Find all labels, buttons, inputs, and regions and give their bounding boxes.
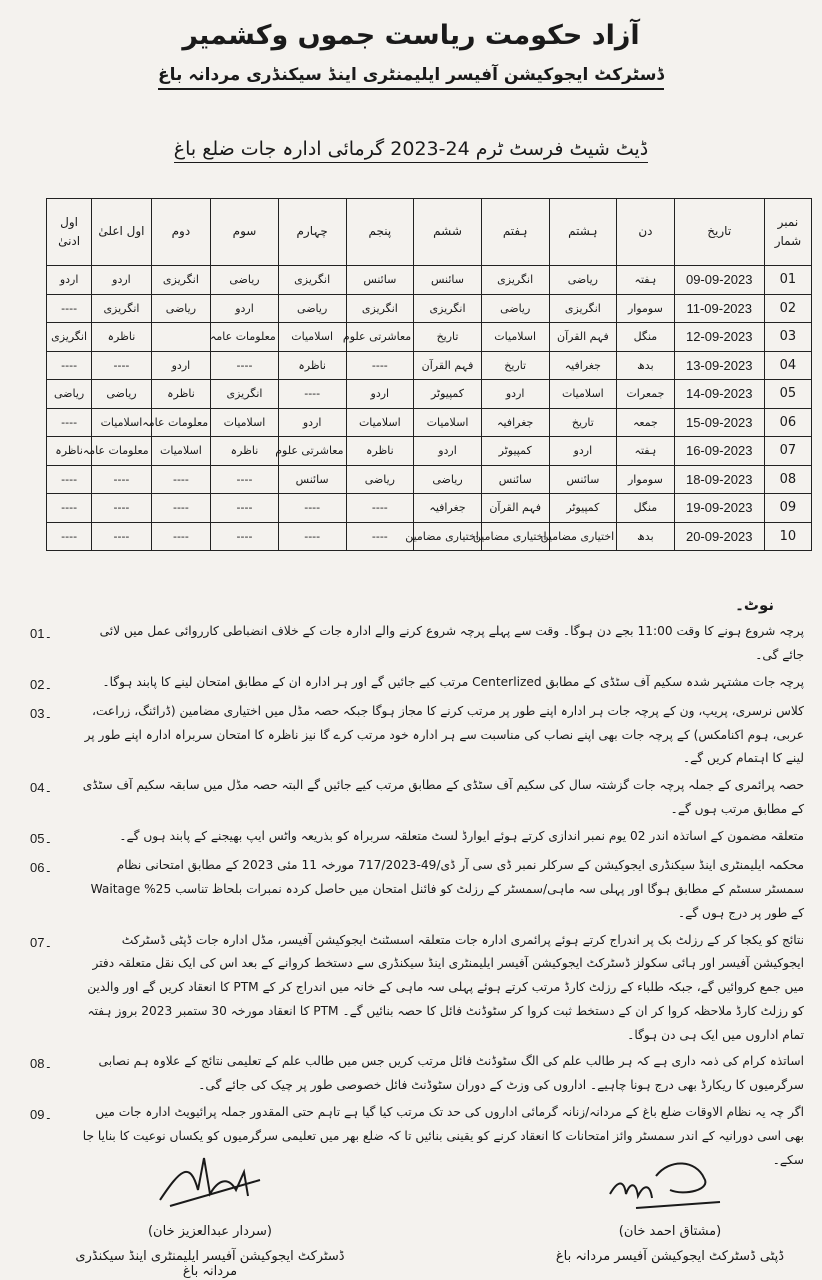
note-item [30,671,804,697]
row-number-cell: 02 [764,294,811,323]
subject-cell: ---- [151,494,210,523]
note-item [30,1050,804,1098]
subject-cell: اردو [481,380,549,409]
subject-cell: انگریزی [92,294,151,323]
signature-right [600,1150,740,1222]
note-number: 04۔ [30,780,53,796]
note-text: محکمہ ایلیمنٹری اینڈ سیکنڈری ایجوکیشن کے سرکلر نمبر ڈی سی آر ڈی/49-717/2023 مورخہ 11 مئی 2023 کے مطابق امتحانی نظام سمسٹر سسٹم کے مطابق ہوگا اور پہلی سہ ماہی/سمسٹر کے رزلٹ کو فائنل امتحان میں حاصل کردہ نمبرات بلحاظ تناسب Waitage %25 کے طور پر درج ہوں گے۔ [90,858,804,920]
date-cell: 11-09-2023 [674,294,764,323]
note-text: پرچہ شروع ہونے کا وقت 11:00 بجے دن ہوگا۔ وقت سے پہلے پرچہ شروع کرنے والے ادارہ جات کے خلاف انضباطی کارروائی عمل میں لائی جائے گی۔ [99,624,804,662]
date-cell: 14-09-2023 [674,380,764,409]
subject-cell: ---- [211,522,279,551]
day-cell: جمعرات [617,380,674,409]
subject-cell: اردو [414,437,482,466]
subject-cell: انگریزی [346,294,414,323]
date-cell: 20-09-2023 [674,522,764,551]
note-number: 05۔ [30,830,53,846]
subject-cell: تاریخ [414,323,482,352]
subject-cell: تاریخ [481,351,549,380]
table-row [47,380,812,409]
table-header-cell: اول ادنیٰ [47,199,92,266]
date-sheet-title [0,138,822,160]
day-cell: بدھ [617,351,674,380]
subject-cell: اسلامیات [414,408,482,437]
subject-cell: ---- [47,522,92,551]
row-number-cell: 03 [764,323,811,352]
date-sheet-title-text: ڈیٹ شیٹ فرسٹ ٹرم 24-2023 گرمائی ادارہ جات ضلع باغ [174,138,648,163]
table-row [47,522,812,551]
signature-block-right [540,1150,800,1264]
subject-cell: سائنس [346,266,414,295]
subject-cell: کمپیوٹر [481,437,549,466]
subject-cell: ناظرہ [346,437,414,466]
subject-cell: جغرافیہ [481,408,549,437]
subject-cell: انگریزی [211,380,279,409]
subject-cell: انگریزی [481,266,549,295]
note-number: 06۔ [30,860,53,876]
signature-left [140,1150,280,1222]
subject-cell: اردو [549,437,617,466]
subject-cell: اردو [346,380,414,409]
table-row [47,494,812,523]
row-number-cell: 09 [764,494,811,523]
notes-list [30,620,804,1175]
subject-cell: اسلامیات [211,408,279,437]
subject-cell: معاشرتی علوم [278,437,346,466]
day-cell: ہفتہ [617,437,674,466]
subject-cell: ---- [278,522,346,551]
subject-cell: جغرافیہ [549,351,617,380]
row-number-cell: 07 [764,437,811,466]
subject-cell: تاریخ [549,408,617,437]
note-number: 03۔ [30,705,53,721]
subject-cell: فہم القرآن [549,323,617,352]
subject-cell: ریاضی [211,266,279,295]
day-cell: جمعہ [617,408,674,437]
subject-cell: ---- [151,522,210,551]
subject-cell [151,323,210,352]
subject-cell: انگریزی [278,266,346,295]
office-heading [0,64,822,85]
subject-cell: ---- [278,380,346,409]
subject-cell: فہم القرآن [414,351,482,380]
subject-cell: اردو [278,408,346,437]
subject-cell: ریاضی [549,266,617,295]
subject-cell: اردو [47,266,92,295]
subject-cell: ---- [211,494,279,523]
subject-cell: اسلامیات [549,380,617,409]
subject-cell: فہم القرآن [481,494,549,523]
subject-cell: ---- [211,465,279,494]
subject-cell: اختیاری مضامین [481,522,549,551]
subject-cell: سائنس [481,465,549,494]
subject-cell: ---- [92,494,151,523]
subject-cell: ---- [92,351,151,380]
table-header-cell: ہفتم [481,199,549,266]
subject-cell: ریاضی [151,294,210,323]
subject-cell: کمپیوٹر [414,380,482,409]
signatory-left-name: (سردار عبدالعزیز خان) [147,1224,272,1239]
day-cell: سوموار [617,294,674,323]
subject-cell: سائنس [549,465,617,494]
table-header-row [47,199,812,266]
subject-cell: اسلامیات [278,323,346,352]
signatory-right-name: (مشتاق احمد خان) [618,1224,722,1239]
subject-cell: انگریزی [549,294,617,323]
subject-cell: اردو [151,351,210,380]
day-cell: منگل [617,494,674,523]
table-header-cell: پنجم [346,199,414,266]
subject-cell: سائنس [414,266,482,295]
table-header-cell: دن [617,199,674,266]
note-number: 08۔ [30,1056,53,1072]
subject-cell: سائنس [278,465,346,494]
office-heading-text: ڈسٹرکٹ ایجوکیشن آفیسر ایلیمنٹری اینڈ سیکنڈری مردانہ باغ [158,65,664,90]
table-header-cell: دوم [151,199,210,266]
table-row [47,437,812,466]
date-cell: 13-09-2023 [674,351,764,380]
date-sheet-table [46,198,812,551]
row-number-cell: 01 [764,266,811,295]
note-text: اگر چہ یہ نظام الاوقات ضلع باغ کے مردانہ/زنانہ گرمائی اداروں کی حد تک مرتب کیا گیا ہے تاہم حتی المقدور جملہ پرائیویٹ ادارہ جات میں بھی اسی دورانیہ کے اندر سمسٹر وائز امتحانات کا انعقاد کرنے کو یقینی بنائیں تا کہ ضلع بھر میں تعلیمی سرگرمیوں کو یکساں نوعیت کا بنایا جا سکے۔ [82,1104,804,1167]
table-header-cell: ہشتم [549,199,617,266]
notes-title: نوٹ۔ [735,596,774,614]
subject-cell: ناظرہ [278,351,346,380]
subject-cell: ریاضی [278,294,346,323]
subject-cell: اسلامیات [346,408,414,437]
note-text: نتائج کو یکجا کر کے رزلٹ بک پر اندراج کرتے ہوئے پرائمری ادارہ جات متعلقہ اسسٹنٹ ایجوکیشن آفیسر، مڈل ادارہ جات ڈپٹی ڈسٹرکٹ ایجوکیشن آفیسر اور ہائی سکولز ڈسٹرکٹ ایجوکیشن آفیسر ایلیمنٹری اینڈ سیکنڈری سے دستخط کروانے کے بعد اس کی ایک نقل متعلقہ دفتر میں جمع کروائیں گے، جبکہ طلباء کے رزلٹ کارڈ مرتب کرتے ہوئے پہلی سہ ماہی کے خانہ میں اندراج کر کے PTM کا انعقاد کریں گے اور والدین کو رزلٹ کارڈ ملاحظہ کروا کر ان کے دستخط ثبت کروا کر سٹوڈنٹ فائل کا حصہ بنائیں گے۔ PTM کا انعقاد مورخہ 30 ستمبر 2023 بروز ہفتہ تمام اداروں میں ایک ہی دن ہوگا۔ [87,932,804,1042]
date-cell: 15-09-2023 [674,408,764,437]
subject-cell: ---- [47,408,92,437]
row-number-cell: 06 [764,408,811,437]
subject-cell: ریاضی [47,380,92,409]
subject-cell: ---- [346,494,414,523]
date-cell: 18-09-2023 [674,465,764,494]
table-header-cell: سوم [211,199,279,266]
subject-cell: ---- [211,351,279,380]
note-text: اساتذہ کرام کی ذمہ داری ہے کہ ہر طالب علم کی الگ سٹوڈنٹ فائل مرتب کریں جس میں طالب علم کے تعلیمی نتائج کے علاوہ ہم نصابی سرگرمیوں کا ریکارڈ بھی درج ہونا چاہیے۔ اداروں کی وزٹ کے دوران سٹوڈنٹ فائل خصوصی طور پر چیک کی جائے گی۔ [98,1054,804,1093]
table-row [47,465,812,494]
subject-cell: معلومات عامہ [151,408,210,437]
row-number-cell: 10 [764,522,811,551]
subject-cell: اختیاری مضامین [414,522,482,551]
row-number-cell: 08 [764,465,811,494]
subject-cell: ---- [47,351,92,380]
subject-cell: ---- [346,351,414,380]
table-header-cell: تاریخ [674,199,764,266]
subject-cell: ریاضی [346,465,414,494]
table-row [47,323,812,352]
subject-cell: اسلامیات [481,323,549,352]
table-row [47,266,812,295]
date-cell: 19-09-2023 [674,494,764,523]
subject-cell: ---- [47,494,92,523]
subject-cell: اردو [211,294,279,323]
signatory-right-title: ڈپٹی ڈسٹرکٹ ایجوکیشن آفیسر مردانہ باغ [555,1249,785,1264]
signature-block-left [60,1150,360,1279]
subject-cell: ---- [92,465,151,494]
note-text: متعلقہ مضمون کے اساتذہ اندر 02 یوم نمبر اندازی کرتے ہوئے ایوارڈ لسٹ متعلقہ سربراہ کو بذریعہ واٹس ایپ بھیجنے کے پابند ہوں گے۔ [119,828,804,843]
day-cell: ہفتہ [617,266,674,295]
table-header-cell: ششم [414,199,482,266]
subject-cell: معلومات عامہ [92,437,151,466]
subject-cell: ناظرہ [92,323,151,352]
note-number: 07۔ [30,934,53,950]
subject-cell: معلومات عامہ [211,323,279,352]
table-header-cell: چہارم [278,199,346,266]
note-item [30,774,804,822]
subject-cell: ریاضی [414,465,482,494]
note-item [30,620,804,668]
subject-cell: انگریزی [414,294,482,323]
day-cell: منگل [617,323,674,352]
note-number: 09۔ [30,1106,53,1122]
subject-cell: ناظرہ [211,437,279,466]
table-row [47,351,812,380]
subject-cell: ---- [92,522,151,551]
table-body [47,266,812,551]
table-row [47,408,812,437]
note-item [30,929,804,1048]
note-item [30,825,804,851]
note-text: پرچہ جات مشتہر شدہ سکیم آف سٹڈی کے مطابق Centerlized مرتب کیے جائیں گے اور ہر ادارہ ان کے مطابق امتحان لینے کا پابند ہوگا۔ [102,674,804,689]
table-header-cell: اول اعلیٰ [92,199,151,266]
date-cell: 09-09-2023 [674,266,764,295]
subject-cell: ریاضی [481,294,549,323]
government-heading: آزاد حکومت ریاست جموں وکشمیر [182,20,640,51]
subject-cell: اسلامیات [92,408,151,437]
row-number-cell: 05 [764,380,811,409]
subject-cell: اختیاری مضامین [549,522,617,551]
note-number: 01۔ [30,626,53,641]
day-cell: بدھ [617,522,674,551]
subject-cell: انگریزی [47,323,92,352]
subject-cell: انگریزی [151,266,210,295]
subject-cell: ---- [151,465,210,494]
signatory-left-title: ڈسٹرکٹ ایجوکیشن آفیسر ایلیمنٹری اینڈ سیکنڈری مردانہ باغ [75,1249,345,1279]
subject-cell: ---- [278,494,346,523]
subject-cell: ریاضی [92,380,151,409]
note-number: 02۔ [30,676,53,692]
subject-cell: معاشرتی علوم [346,323,414,352]
date-cell: 12-09-2023 [674,323,764,352]
subject-cell: اسلامیات [151,437,210,466]
subject-cell: جغرافیہ [414,494,482,523]
row-number-cell: 04 [764,351,811,380]
day-cell: سوموار [617,465,674,494]
subject-cell: کمپیوٹر [549,494,617,523]
table-row [47,294,812,323]
subject-cell: ---- [346,522,414,551]
note-text: حصہ پرائمری کے جملہ پرچہ جات گزشتہ سال کی سکیم آف سٹڈی کے مطابق مرتب کیے جائیں گے البتہ حصہ مڈل میں سابقہ سکیم آف سٹڈی کے مطابق مرتب ہوں گے۔ [82,778,804,817]
table-header-cell: نمبر شمار [764,199,811,266]
subject-cell: ---- [47,294,92,323]
subject-cell: ناظرہ [47,437,92,466]
subject-cell: ---- [47,465,92,494]
date-cell: 16-09-2023 [674,437,764,466]
note-item [30,700,804,771]
note-text: کلاس نرسری، پریپ، ون کے پرچہ جات ہر ادارہ اپنے طور پر مرتب کرنے کا مجاز ہوگا جبکہ حصہ مڈل میں اختیاری مضامین (ڈرائنگ، زراعت، عربی، ہوم اکنامکس) کے پرچہ جات بھی اپنے نصاب کی مناسبت سے ہر ادارہ خود مرتب کرے گا نیز ناظرہ کا امتحان سربراہ ادارہ اپنے طور پر لینے کا اہتمام کریں گے۔ [84,703,804,766]
subject-cell: ناظرہ [151,380,210,409]
note-item [30,854,804,925]
subject-cell: اردو [92,266,151,295]
